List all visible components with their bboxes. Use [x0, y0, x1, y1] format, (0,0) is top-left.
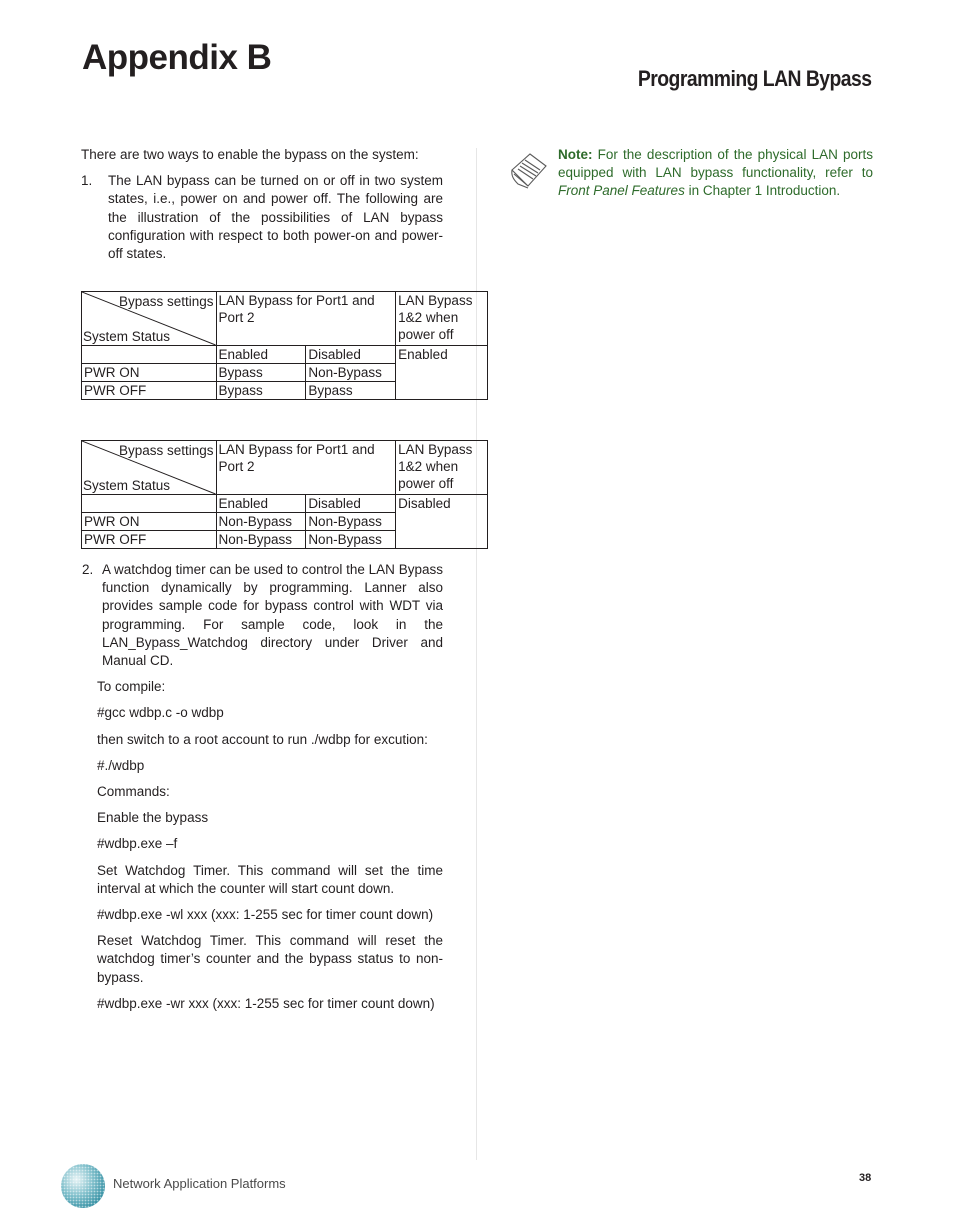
step-text: To compile: — [97, 679, 166, 695]
empty-cell — [82, 495, 217, 513]
note-box — [558, 146, 873, 201]
corner-top-label: Bypass settings — [118, 294, 214, 309]
command-text: #./wdbp — [97, 757, 145, 773]
corner-top-label: Bypass settings — [118, 443, 214, 458]
appendix-title: Appendix B — [82, 38, 272, 77]
enabled-label: Enabled — [216, 346, 306, 364]
bypass-table-disabled — [81, 440, 488, 549]
step-text: Reset Watchdog Timer. This command will reset the watchdog timer’s counter and the bypass status to non-bypass. — [97, 933, 443, 985]
list-text: A watchdog timer can be used to control the LAN Bypass function dynamically by programming. Lanner also provides sample code for bypass control with WDT via programming. For sample code, look in the LAN_Bypass_Watchdog directory under Driver and Manual CD. — [102, 562, 443, 669]
enabled-label: Enabled — [216, 495, 306, 513]
empty-cell — [82, 346, 217, 364]
corner-header-cell — [82, 292, 217, 346]
port-header: LAN Bypass for Port1 and Port 2 — [216, 441, 396, 495]
cell-value: Non-Bypass — [306, 531, 396, 549]
command-text: #wdbp.exe –f — [97, 836, 178, 852]
note-icon — [508, 148, 550, 192]
note-text-end: in Chapter 1 Introduction. — [684, 183, 841, 199]
cell-value: Non-Bypass — [306, 513, 396, 531]
step-text: Enable the bypass — [97, 810, 209, 826]
power-off-header: LAN Bypass 1&2 when power off — [396, 292, 488, 346]
port-header: LAN Bypass for Port1 and Port 2 — [216, 292, 396, 346]
list-number: 2. — [82, 562, 94, 577]
bypass-table-enabled — [81, 291, 488, 400]
note-link[interactable]: Front Panel Features — [558, 183, 685, 199]
row-label: PWR ON — [82, 364, 217, 382]
intro-text: There are two ways to enable the bypass on the system: — [81, 147, 419, 162]
step-text: Commands: — [97, 784, 170, 800]
lanner-logo-icon — [60, 1163, 106, 1209]
cell-value: Bypass — [306, 382, 396, 400]
cell-value: Bypass — [216, 382, 306, 400]
row-label: PWR OFF — [82, 382, 217, 400]
command-text: #gcc wdbp.c -o wdbp — [97, 705, 224, 721]
corner-bottom-label: System Status — [83, 329, 171, 344]
step-text: Set Watchdog Timer. This command will set the time interval at which the counter will start count down. — [97, 862, 443, 896]
list-text: The LAN bypass can be turned on or off in two system states, i.e., power on and power off. The following are the illustration of the possibilities of LAN bypass configuration with respect to both power-on and power-off states. — [108, 173, 443, 262]
list-item-1 — [81, 172, 443, 263]
note-text: For the description of the physical LAN ports equipped with LAN bypass functionality, refer to — [558, 147, 873, 181]
command-text: #wdbp.exe -wr xxx (xxx: 1-255 sec for timer count down) — [97, 995, 435, 1011]
list-number: 1. — [81, 173, 93, 189]
watchdog-section — [81, 561, 443, 1013]
footer-brand-text: Network Application Platforms — [113, 1176, 286, 1191]
left-column — [81, 146, 443, 263]
row-label: PWR OFF — [82, 531, 217, 549]
note-label: Note: — [558, 147, 593, 162]
disabled-label: Disabled — [306, 495, 396, 513]
disabled-label: Disabled — [306, 346, 396, 364]
page-number: 38 — [859, 1172, 872, 1184]
corner-bottom-label: System Status — [83, 478, 171, 493]
row-label: PWR ON — [82, 513, 217, 531]
cell-value: Non-Bypass — [216, 531, 306, 549]
corner-header-cell — [82, 441, 217, 495]
section-title: Programming LAN Bypass — [638, 66, 872, 91]
command-text: #wdbp.exe -wl xxx (xxx: 1-255 sec for timer count down) — [97, 907, 434, 923]
list-item-2 — [81, 561, 443, 670]
power-off-value: Disabled — [396, 495, 488, 549]
cell-value: Bypass — [216, 364, 306, 382]
step-text: then switch to a root account to run ./wdbp for excution: — [97, 731, 428, 747]
power-off-header: LAN Bypass 1&2 when power off — [396, 441, 488, 495]
cell-value: Non-Bypass — [306, 364, 396, 382]
cell-value: Non-Bypass — [216, 513, 306, 531]
power-off-value: Enabled — [396, 346, 488, 400]
